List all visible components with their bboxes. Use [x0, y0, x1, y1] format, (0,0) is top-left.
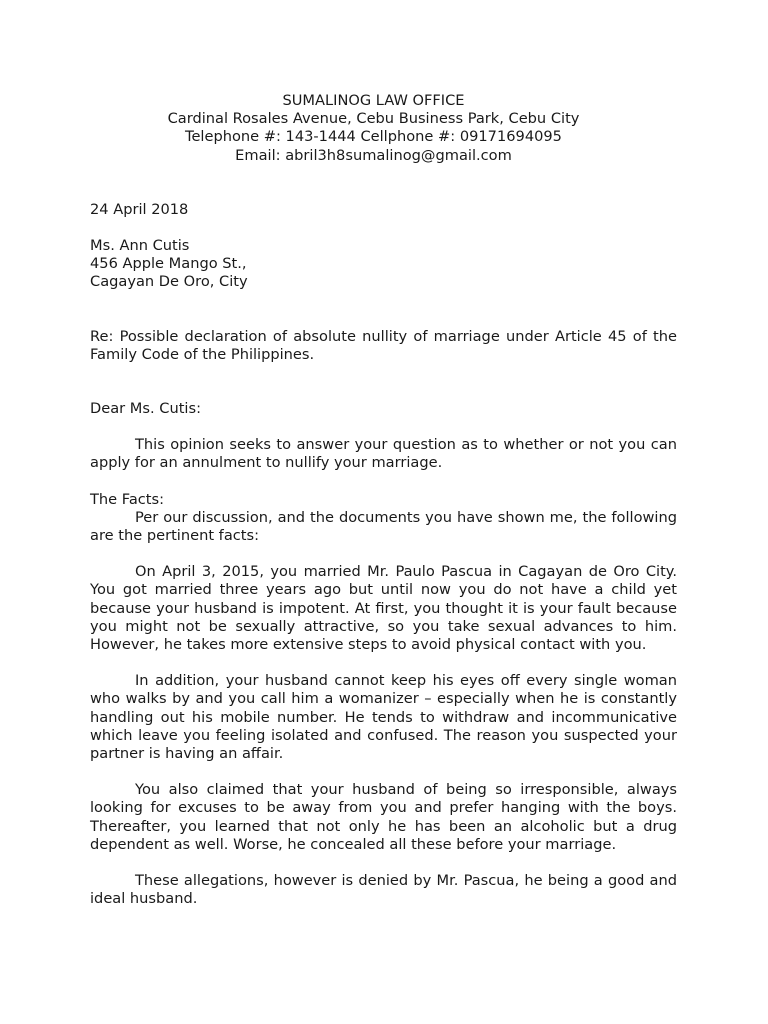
firm-address: Cardinal Rosales Avenue, Cebu Business Park, Cebu City: [167, 110, 580, 128]
firm-email: Email: abril3h8sumalinog@gmail.com: [235, 146, 512, 164]
intro-paragraph: This opinion seeks to answer your question as to whether or not you can apply for an annulment to nullify your marriage.: [90, 436, 677, 472]
firm-phones: Telephone #: 143-1444 Cellphone #: 09171694095: [185, 128, 562, 146]
fact-paragraph-3: You also claimed that your husband of being so irresponsible, always looking for excuses to be away from you and prefer hanging with the boys. Thereafter, you learned that not only he has been an alcoholic but a drug dependent as well. Worse, he concealed all these before your marriage.: [90, 781, 677, 853]
fact-paragraph-4: These allegations, however is denied by Mr. Pascua, he being a good and ideal husband.: [90, 872, 677, 908]
salutation: Dear Ms. Cutis:: [90, 400, 202, 418]
recipient-street: 456 Apple Mango St.,: [90, 255, 247, 273]
facts-intro-paragraph: Per our discussion, and the documents you have shown me, the following are the pertinent facts:: [90, 508, 677, 545]
fact-paragraph-1: On April 3, 2015, you married Mr. Paulo Pascua in Cagayan de Oro City. You got married three years ago but until now you do not have a child yet because your husband is impotent. At first, you thought it is your fault because you might not be sexually attractive, so you take sexual advances to him. However, he takes more extensive steps to avoid physical contact with you.: [90, 563, 677, 654]
firm-name: SUMALINOG LAW OFFICE: [282, 92, 465, 109]
recipient-block: [90, 237, 677, 292]
letter-page: [90, 92, 677, 909]
fact-paragraph-2: In addition, your husband cannot keep his eyes off every single woman who walks by and you call him a womanizer – especially when he is constantly handling out his mobile number. He tends to withdraw and incommunicative which leave you feeling isolated and confused. The reason you suspected your partner is having an affair.: [90, 672, 677, 763]
subject-line: Re: Possible declaration of absolute nullity of marriage under Article 45 of the Family Code of the Philippines.: [90, 327, 677, 363]
letterhead: [70, 92, 677, 165]
facts-heading: The Facts:: [90, 490, 165, 508]
letter-date: 24 April 2018: [90, 200, 189, 218]
recipient-city: Cagayan De Oro, City: [90, 273, 248, 291]
recipient-name: Ms. Ann Cutis: [90, 237, 190, 255]
